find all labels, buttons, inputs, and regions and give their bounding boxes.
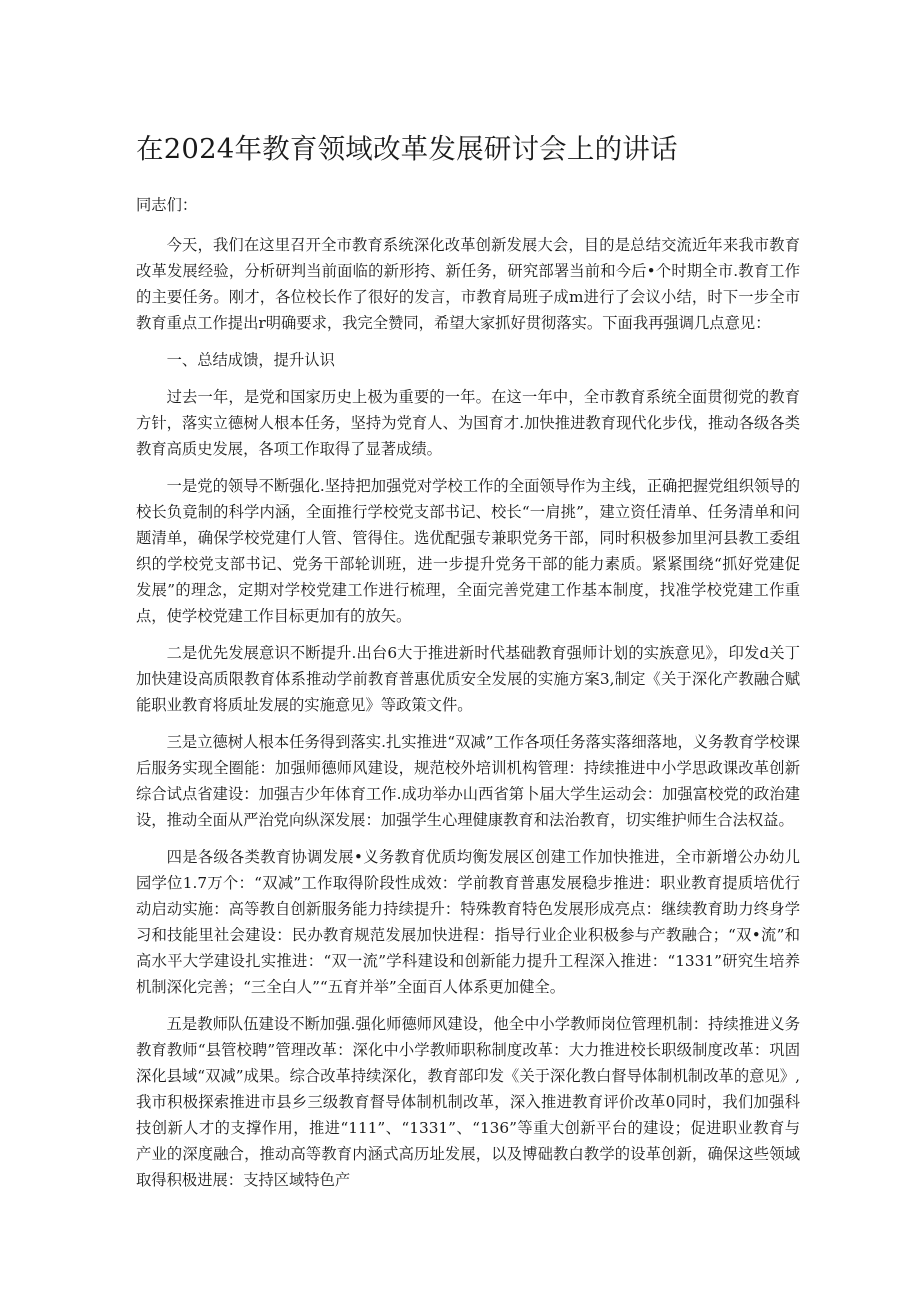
paragraph-point-1: 一是党的领导不断强化.坚持把加强党对学校工作的全面领导作为主线，正确把握党组织领导的校长负竟制的科学内涵，全面推行学校党支部书记、校长“一肩挑”，建立资任清单、任务清单和问题清单，确保学校党建仃人管、管得住。选优配强专兼职党务干部，同时积极参加里河县教工委组织的学校党支部书记、党务干部轮训班，进一步提升党务干部的能力素质。紧紧围绕“抓好党建促发展”的理念，定期对学校党建工作进行梳理，全面完善党建工作基本制度，找准学校党建工作重点，使学校党建工作目标更加有的放矢。 [136, 477, 800, 625]
paragraph-past-year: 过去一年，是党和国家历史上极为重要的一年。在这一年中，全市教育系统全面贯彻党的教育方针，落实立德树人根本任务，坚持为党育人、为国育才.加快推进教育现代化步伐，推动各级各类教育高质史发展，各项工作取得了显著成绩。 [136, 388, 800, 458]
paragraph-point-2: 二是优先发展意识不断提升.出台6大于推进新时代基础教育强师计划的实族意见》，印发d关丁加快建设高质限教育体系推动学前教育普惠优质安全发展的实施方案3,制定《关于深化产教融合赋能职业教育将质址发展的实施意见》等政策文件。 [136, 644, 800, 714]
paragraph-point-4: 四是各级各类教育协调发展•义务教育优质均衡发展区创建工作加快推进，全市新增公办幼儿园学位1.7万个：“双减”工作取得阶段性成效：学前教育普惠发展稳步推进：职业教育提质培优行动启动实施：高等教自创新服务能力持续提升：特殊教育特色发展形成亮点：继续教育助力终身学习和技能里社会建设：民办教育规范发展加快进程：指导行业企业积极参与产教融合；“双•流”和高水平大学建设扎实推进：“双一流”学科建设和创新能力提升工程深入推进：“1331”研究生培养机制深化完善；“三全白人”“五育并举”全面百人体系更加健全。 [136, 848, 800, 996]
salutation: 同志们： [136, 196, 198, 214]
document-title: 在2024年教育领域改革发展研讨会上的讲话 [136, 133, 678, 165]
paragraph-opening: 今天，我们在这里召开全市教育系统深化改革创新发展大会，目的是总结交流近年来我市教育改革发展经验，分析研判当前面临的新形挎、新任务，研究部署当前和今后•个时期全市.教育工作的主要任务。刚才，各位校长作了很好的发言，市教育局班子成m进行了会议小结，时下一步全市教育重点工作提出r明确要求，我完全赞同，希望大家抓好贯彻落实。下面我再强调几点意见： [136, 236, 800, 332]
paragraph-point-5: 五是教师队伍建设不断加强.强化师德师风建设，他全中小学教师岗位管理机制：持续推进义务教育教师“县管校聘”管理改革：深化中小学教师职称制度改革：大力推进校长职级制度改革：巩固深化县域“双减”成果。综合改革持续深化，教育部印发《关于深化教白督导体制机制改革的意见》,我市积极探索推进市县乡三级教育督导体制机制改革，深入推进教育评价改革0同时，我们加强科技创新人才的支撑作用，推进“111”、“1331”、“136”等重大创新平台的建设；促进职业教育与产业的深度融合，推动高等教育内涵式高历址发展，以及博础教白教学的设革创新，确保这些领域取得积极进展：支持区域特色产 [136, 1015, 800, 1189]
section-heading-1: 一、总结成馈，提升认识 [166, 351, 335, 369]
paragraph-point-3: 三是立德树人根本任务得到落实.扎实推进“双减”工作各项任务落实落细落地，义务教育学校课后服务实现全圈能：加强师德师风建设，规范校外培训机构管理：持续推进中小学思政课改革创新综合试点省建设：加强吉少年体育工作.成功举办山西省第卜届大学生运动会：加强富校党的政治建设，推动全面从严治党向纵深发展：加强学生心理健康教育和法治教育，切实维护师生合法权益。 [136, 733, 800, 829]
